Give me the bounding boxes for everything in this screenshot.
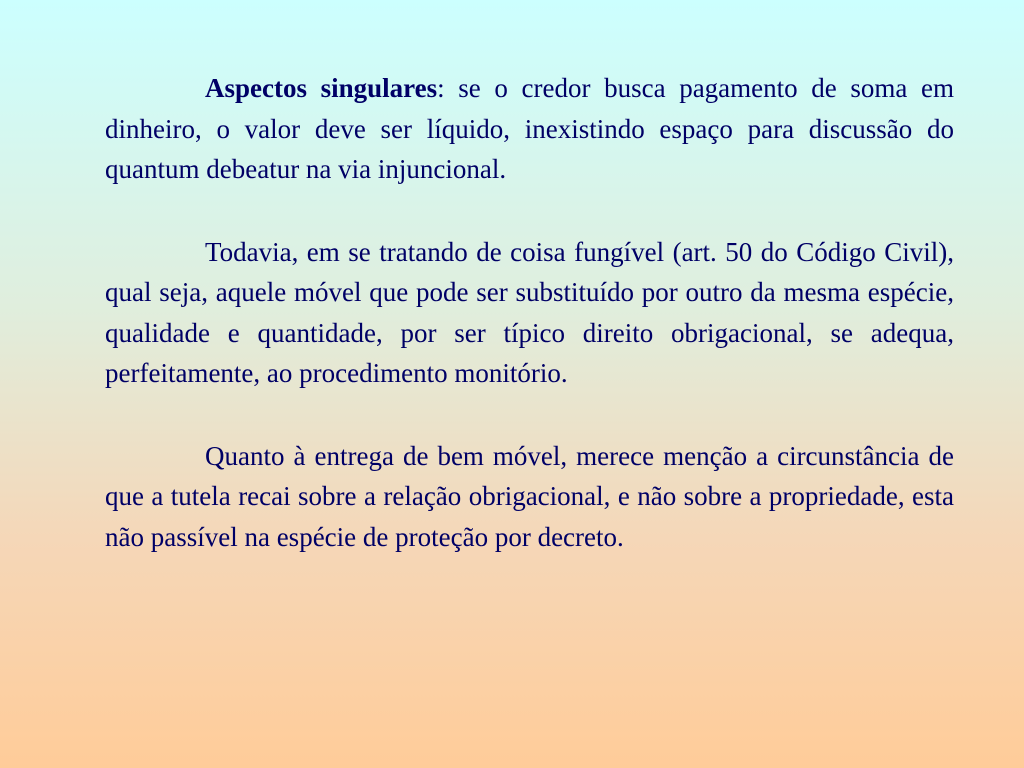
slide-body	[105, 68, 954, 557]
paragraph-text: Todavia, em se tratando de coisa fungível (art. 50 do Código Civil), qual seja, aquele móvel que pode ser substituído por outro da mesma espécie, qualidade e quantidade, por ser típico direito obrigacional, se adequa, perfeitamente, ao procedimento monitório.	[105, 236, 954, 388]
paragraph-lead-bold: Aspectos singulares	[205, 73, 438, 103]
paragraph-coisa-fungivel	[105, 232, 954, 394]
paragraph-bem-movel	[105, 436, 954, 558]
paragraph-text: Quanto à entrega de bem móvel, merece menção a circunstância de que a tutela recai sobre a relação obrigacional, e não sobre a propriedade, esta não passível na espécie de proteção por decreto.	[105, 440, 954, 552]
paragraph-text: : se o credor busca pagamento de soma em dinheiro, o valor deve ser líquido, inexistindo espaço para discussão do quantum debeatur na via injuncional.	[105, 73, 954, 184]
paragraph-aspectos-singulares	[105, 68, 954, 190]
